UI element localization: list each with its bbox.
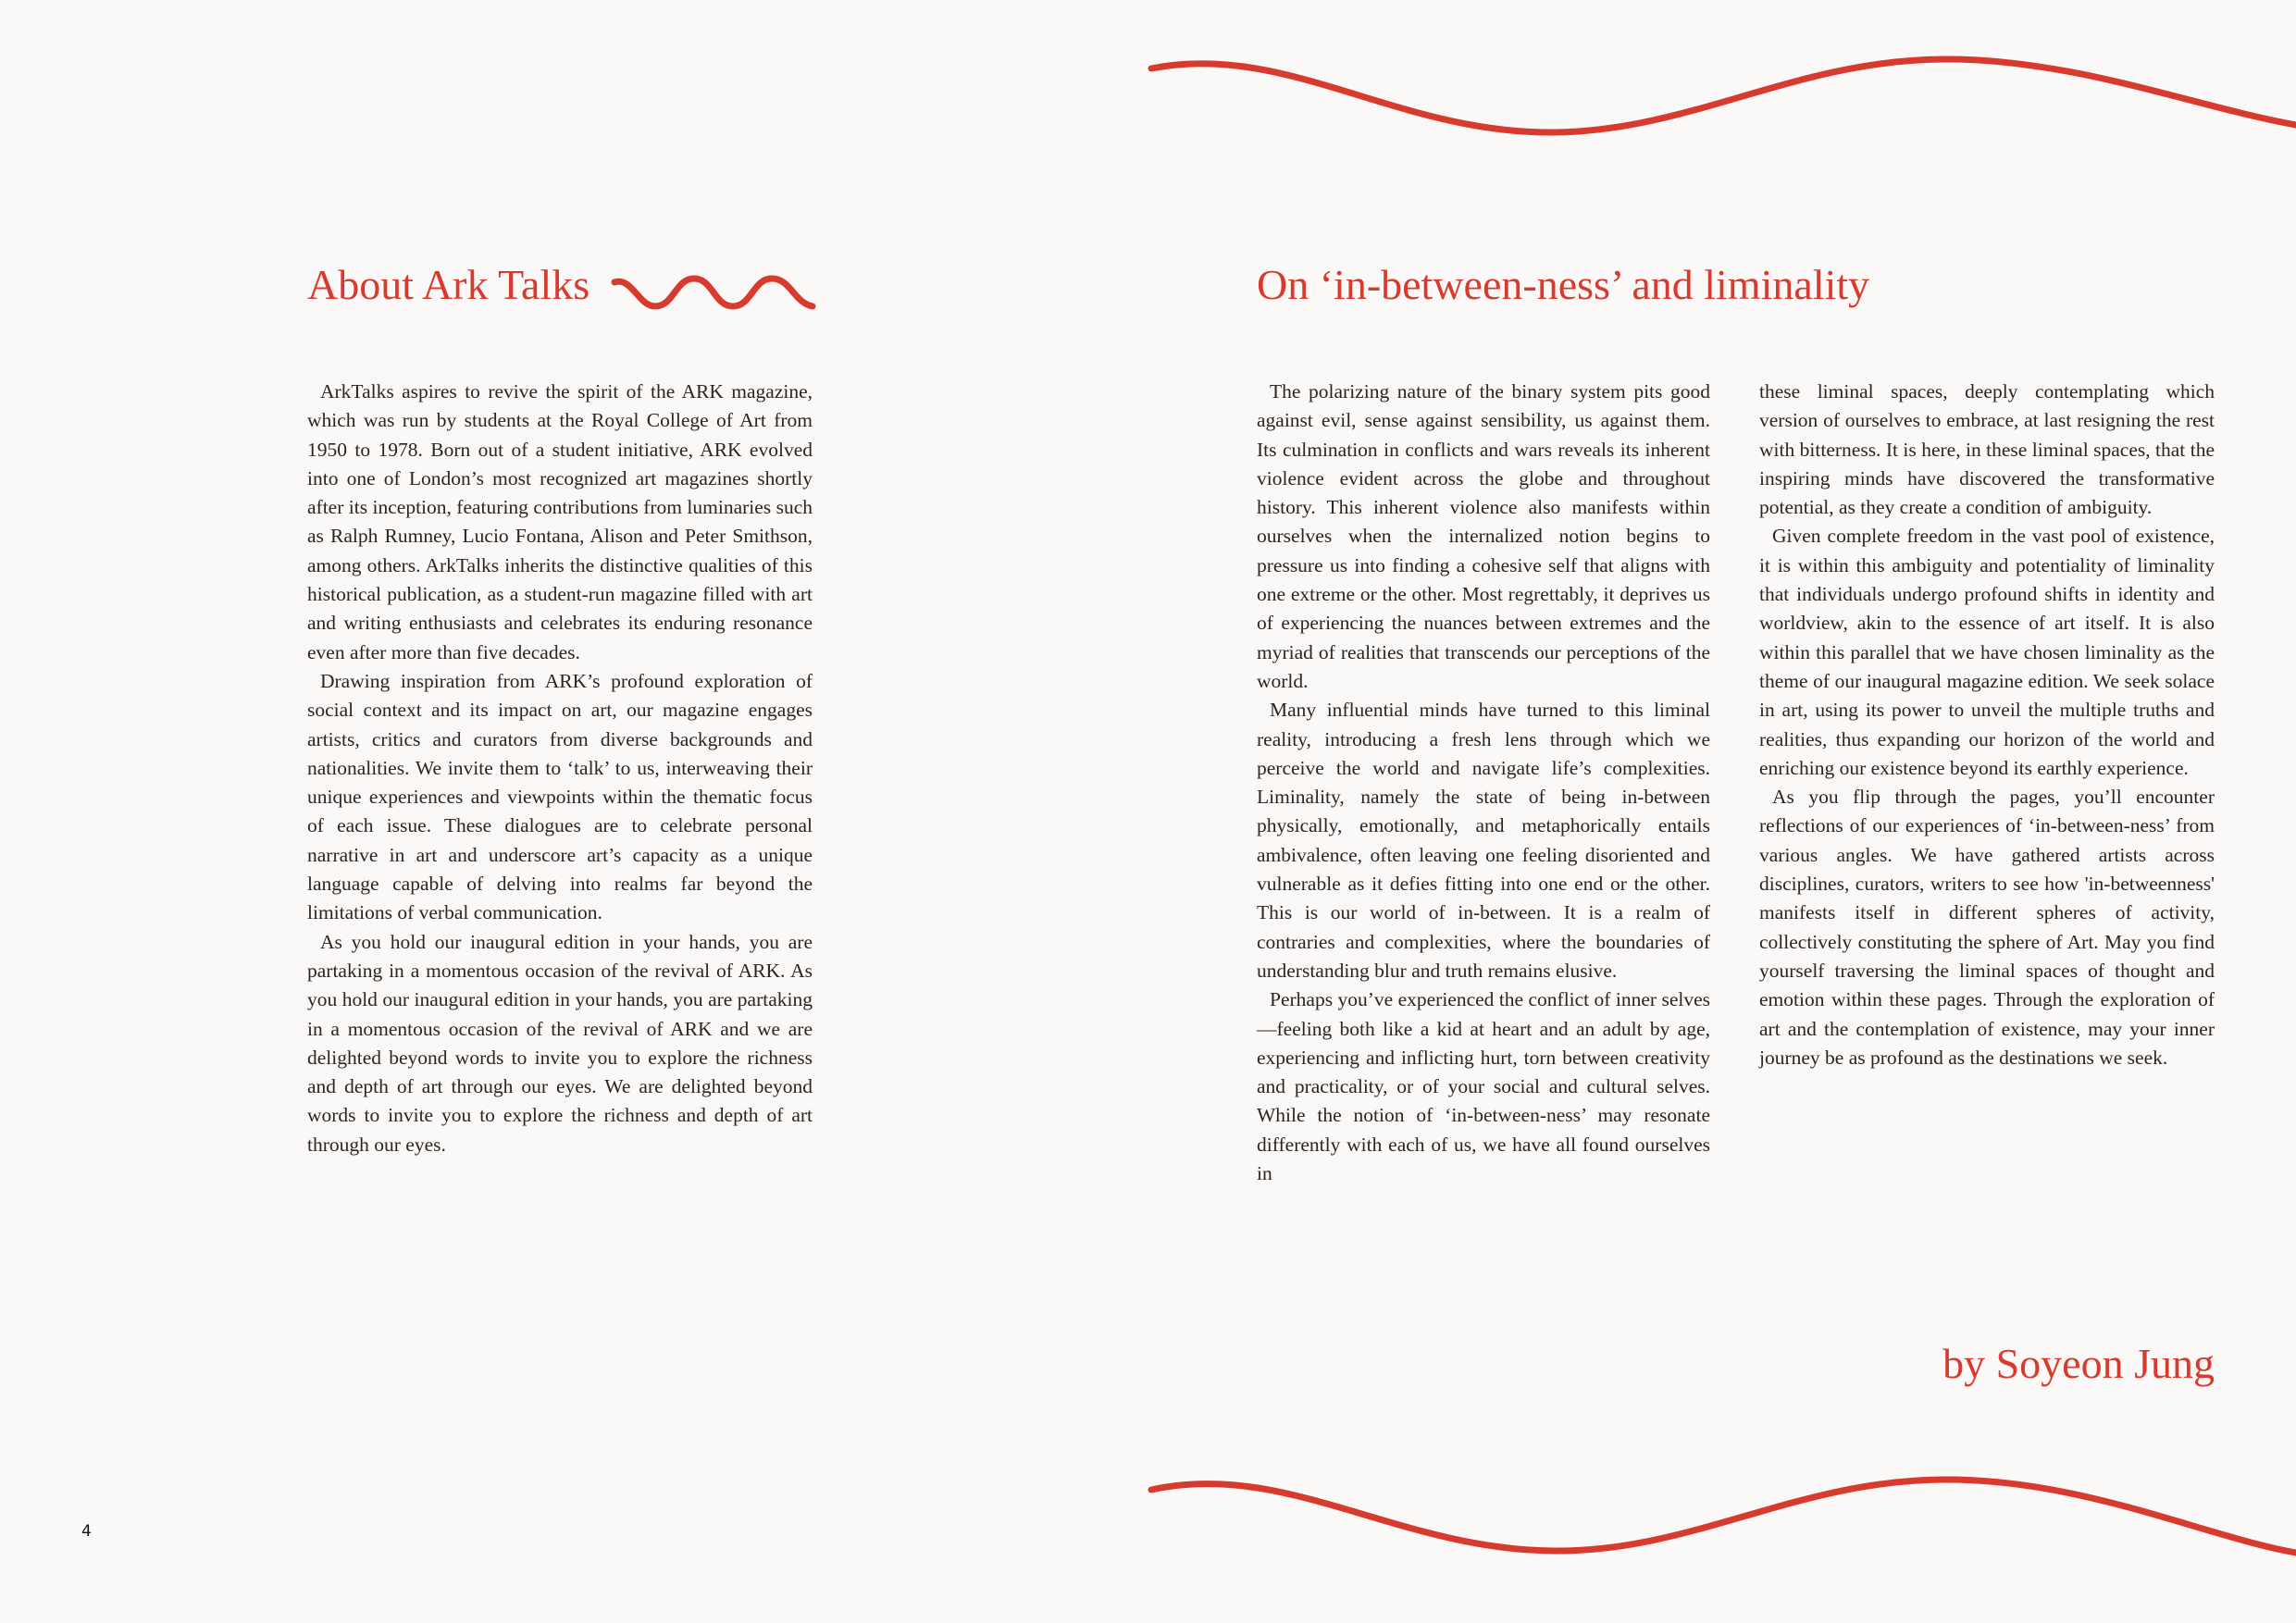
top-wave-decoration <box>1148 51 2296 143</box>
liminality-paragraph: Given complete freedom in the vast pool of existence, it is within this ambiguity and potentiality of liminality that individuals undergo profound shifts in identity and worldview, akin to the essence of art itself. It is also within this parallel that we have chosen liminality as the theme of our inaugural magazine edition. We seek solace in art, using its power to unveil the multiple truths and realities, thus expanding our horizon of the world and enriching our existence beyond its earthly experience. <box>1759 525 2215 779</box>
about-paragraph: ArkTalks aspires to revive the spirit of the ARK magazine, which was run by students at the Royal College of Art from 1950 to 1978. Born out of a student initiative, ARK evolved into one of London’s most recognized art magazines shortly after its inception, featuring contributions from luminaries such as Ralph Rumney, Lucio Fontana, Alison and Peter Smithson, among others. ArkTalks inherits the distinctive qualities of this historical publication, as a student-run magazine filled with art and writing enthusiasts and celebrates its enduring resonance even after more than five decades. <box>307 380 813 663</box>
about-ark-talks-title: About Ark Talks <box>307 261 590 308</box>
liminality-paragraph: The polarizing nature of the binary system pits good against evil, sense against sensibility, us against them. Its culmination in conflicts and wars reveals its inherent violence evident across the globe and throughout history. This inherent violence also manifests within ourselves when the internalized notion begins to pressure us into finding a cohesive self that aligns with one extreme or the other. Most regrettably, it deprives us of experiencing the nuances between extremes and the myriad of realities that transcends our perceptions of the world. <box>1257 380 1710 692</box>
page-number: 4 <box>81 1522 92 1541</box>
liminality-paragraph: Many influential minds have turned to this liminal reality, introducing a fresh lens through which we perceive the world and navigate life’s complexities. Liminality, namely the state of being in-between physically, emotionally, and metaphorically entails ambivalence, often leaving one feeling disoriented and vulnerable as it defies fitting into one end or the other. This is our world of in-between. It is a realm of contraries and complexities, where the boundaries of understanding blur and truth remains elusive. <box>1257 699 1710 982</box>
liminality-column-1 <box>1257 378 1710 1188</box>
about-paragraph: As you hold our inaugural edition in your hands, you are partaking in a momentous occasion of the revival of ARK. As you hold our inaugural edition in your hands, you are partaking in a momentous occasion of the revival of ARK and we are delighted beyond words to invite you to explore the richness and depth of art through our eyes. We are delighted beyond words to invite you to explore the richness and depth of art through our eyes. <box>307 930 813 1156</box>
liminality-title: On ‘in-between-ness’ and liminality <box>1257 261 1870 308</box>
author-byline: by Soyeon Jung <box>1942 1340 2215 1387</box>
liminality-paragraph-continuation: these liminal spaces, deeply contemplating which version of ourselves to embrace, at last resigning the rest with bitterness. It is here, in these liminal spaces, that the inspiring minds have discovered the transformative potential, as they create a condition of ambiguity. <box>1759 380 2215 519</box>
about-paragraph: Drawing inspiration from ARK’s profound exploration of social context and its impact on art, our magazine engages artists, critics and curators from diverse backgrounds and nationalities. We invite them to ‘talk’ to us, interweaving their unique experiences and viewpoints within the thematic focus of each issue. These dialogues are to celebrate personal narrative in art and underscore art’s capacity as a unique language capable of delving into realms far beyond the limitations of verbal communication. <box>307 669 813 924</box>
about-ark-talks-body <box>307 378 813 1159</box>
liminality-paragraph: Perhaps you’ve experienced the conflict of inner selves—feeling both like a kid at heart and an adult by age, experiencing and inflicting hurt, torn between creativity and practicality, or of your social and cultural selves. While the notion of ‘in-between-ness’ may resonate differently with each of us, we have all found ourselves in <box>1257 988 1710 1185</box>
bottom-wave-decoration <box>1148 1471 2296 1573</box>
heading-squiggle-icon <box>609 264 818 317</box>
liminality-column-2 <box>1759 378 2215 1072</box>
liminality-paragraph: As you flip through the pages, you’ll encounter reflections of our experiences of ‘in-between-ness’ from various angles. We have gathered artists across disciplines, curators, writers to see how 'in-betweenness' manifests itself in different spheres of activity, collectively constituting the sphere of Art. May you find yourself traversing the liminal spaces of thought and emotion within these pages. Through the exploration of art and the contemplation of existence, may your inner journey be as profound as the destinations we seek. <box>1759 786 2215 1069</box>
